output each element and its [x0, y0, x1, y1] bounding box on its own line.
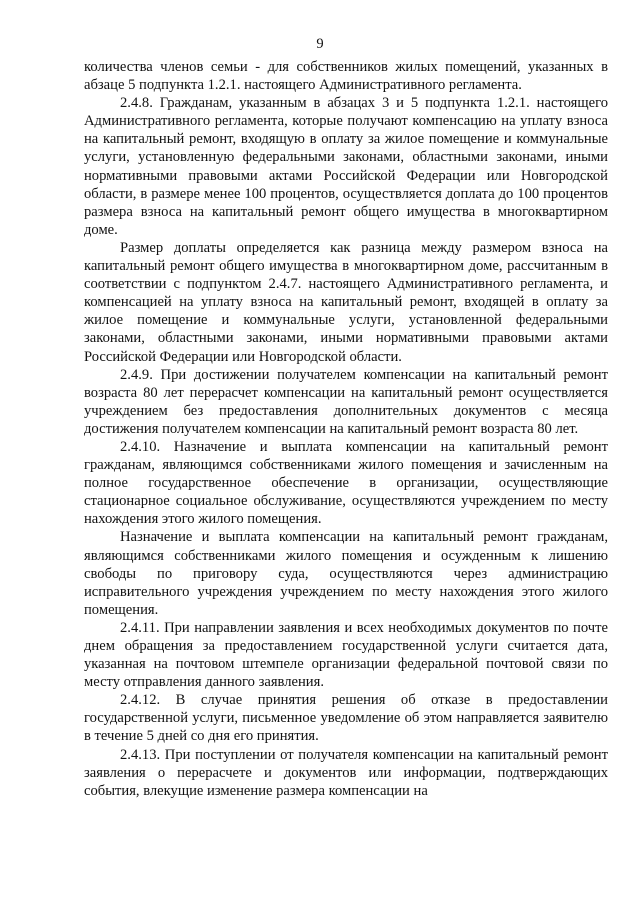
paragraph-2-4-9: 2.4.9. При достижении получателем компенсации на капитальный ремонт возраста 80 лет перерасчет компенсации на капитальный ремонт осуществляется учреждением без предоставления дополнительных документов с месяца достижения получателем компенсации на капитальный ремонт возраста 80 лет.: [84, 366, 608, 437]
paragraph-1: количества членов семьи - для собственников жилых помещений, указанных в абзаце 5 подпункта 1.2.1. настоящего Административного регламента.: [84, 59, 608, 94]
document-body: [84, 58, 608, 800]
paragraph-2-4-13: 2.4.13. При поступлении от получателя компенсации на капитальный ремонт заявления о перерасчете и документов или информации, подтверждающих события, влекущие изменение размера компенсации на: [84, 746, 608, 799]
page-number: 9: [316, 36, 324, 52]
paragraph-2-4-12: 2.4.12. В случае принятия решения об отказе в предоставлении государственной услуги, письменное уведомление об этом направляется заявителю в течение 5 дней со дня его принятия.: [84, 692, 608, 745]
paragraph-convicted-owners: Назначение и выплата компенсации на капитальный ремонт гражданам, являющимся собственниками жилого помещения и осужденным к лишению свободы по приговору суда, осуществляются через администрацию исправительного учреждения учреждением по месту нахождения этого жилого помещения.: [84, 529, 608, 618]
paragraph-surcharge-size: Размер доплаты определяется как разница между размером взноса на капитальный ремонт общего имущества в многоквартирном доме, рассчитанным в соответствии с подпунктом 2.4.7. настоящего Административного регламента, и компенсацией на уплату взноса на капитальный ремонт, входящей в оплату за жилое помещение и коммунальные услуги, установленной федеральными законами, областными законами, иными нормативными правовыми актами Российской Федерации или Новгородской области.: [84, 239, 608, 365]
paragraph-2-4-10: 2.4.10. Назначение и выплата компенсации на капитальный ремонт гражданам, являющимся собственниками жилого помещения и зачисленным на полное государственное обеспечение в организации, осуществляющие стационарное социальное обслуживание, осуществляются учреждением по месту нахождения этого жилого помещения.: [84, 438, 608, 528]
paragraph-2-4-11: 2.4.11. При направлении заявления и всех необходимых документов по почте днем обращения за предоставлением государственной услуги считается дата, указанная на почтовом штемпеле организации федеральной почтовой связи по месту отправления данного заявления.: [84, 619, 608, 691]
paragraph-2-4-8: 2.4.8. Гражданам, указанным в абзацах 3 и 5 подпункта 1.2.1. настоящего Административного регламента, которые получают компенсацию на уплату взноса на капитальный ремонт, входящую в оплату за жилое помещение и коммунальные услуги, установленную федеральными законами, областными законами, иными нормативными правовыми актами Российской Федерации или Новгородской области, в размере менее 100 процентов, осуществляется доплата до 100 процентов размера взноса на капитальный ремонт общего имущества в многоквартирном доме.: [84, 95, 608, 238]
